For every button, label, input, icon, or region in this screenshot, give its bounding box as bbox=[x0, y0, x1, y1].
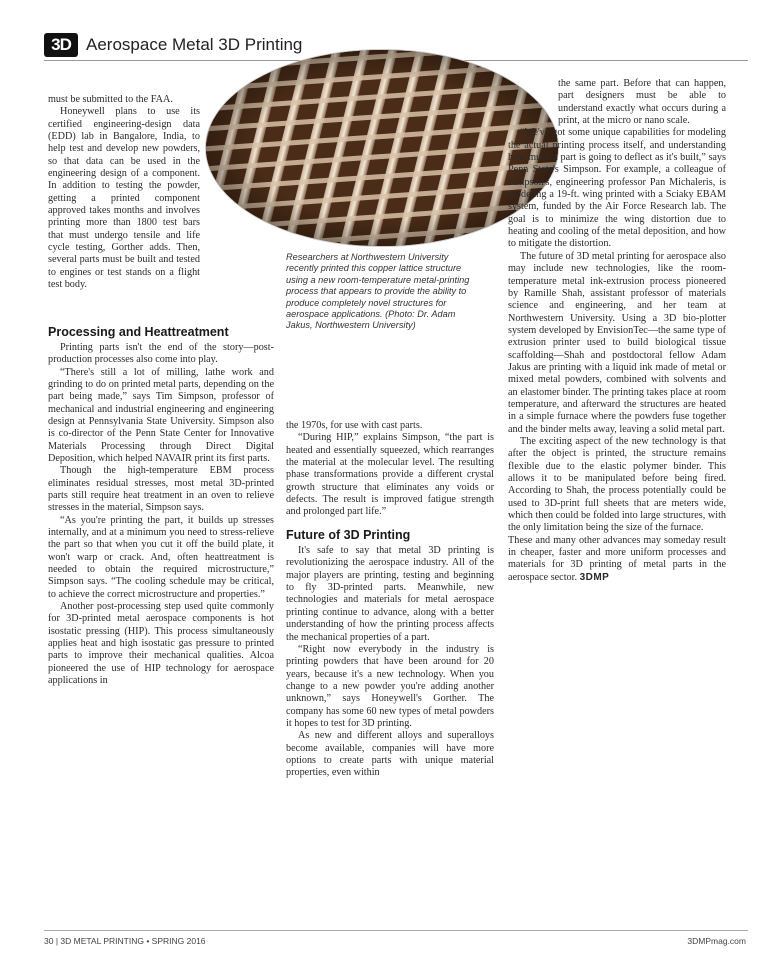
paragraph: the same part. Before that can happen, part designers must be able to understand exactly what occurs during a print, at the micro or nano scale. bbox=[558, 78, 726, 127]
paragraph: Honeywell plans to use its certified engineering-design data (EDD) lab in Bangalore, India, to help test and develop new powders, so that data can be used in the engineering design of a component. In addition to testing the powder, getting a printed component approved takes months and involves printing more than 1800 test bars that must undergo tensile and life cycle testing, Gorther adds. Then, several parts must be built and tested to engines or test stands on a flight test body. bbox=[48, 106, 200, 291]
article-column-1 bbox=[48, 94, 274, 687]
paragraph: The future of 3D metal printing for aerospace also may include new technologies, like the room-temperature metal ink-extrusion process pioneered by Ramille Shah, assistant professor of materials science and engineering, and her team at Northwestern University. Using a 3D bio-plotter system developed by EnvisionTec—the same type of extrusion printer used to build biological tissue scaffolding—Shah and postdoctoral fellow Adam Jakus are printing with a liquid ink made of metal or mixed metal powders, combined with solvents and an elastomer binder. The printing takes place at room temperature, and afterward the structures are heated in a simple furnace where the powders fuse together and the binder melts away, leaving a solid metal part. bbox=[508, 250, 726, 435]
paragraph: “Right now everybody in the industry is printing powders that have been around for 20 years, because it's a new technology. When you change to a new powder you're adding another unknown,” says Honeywell's Gorther. The company has some 60 new types of metal powders it hopes to test for 3D printing. bbox=[286, 643, 494, 729]
paragraph: These and many other advances may someday result in cheaper, faster and more uniform processes and materials for 3D printing of metal parts in the aerospace sector. bbox=[508, 534, 726, 583]
article-column-3 bbox=[508, 78, 726, 584]
subheading-processing: Processing and Heattreatment bbox=[48, 324, 229, 339]
paragraph: Printing parts isn't the end of the story—post-production processes also come into play. bbox=[48, 341, 274, 366]
paragraph: As new and different alloys and superalloys become available, companies will have more options to create parts with unique material properties, even within bbox=[286, 730, 494, 779]
website-url: 3DMPmag.com bbox=[687, 936, 746, 946]
paragraph: Another post-processing step used quite commonly for 3D-printed metal aerospace components is hot isostatic pressing (HIP). This process simultaneously applies heat and high isostatic gas pressure to printed parts to improve their mechanical qualities. Alcoa pioneered the use of HIP technology for aerospace applications in bbox=[48, 601, 274, 687]
article-column-2 bbox=[286, 420, 494, 780]
paragraph: It's safe to say that metal 3D printing is revolutionizing the aerospace industry. All of the major players are printing, testing and beginning to fly 3D-printed parts. Meanwhile, new technologies and materials for metal aerospace printing continue to advance, along with a better understanding of how the printing process affects the mechanical properties of a part. bbox=[286, 545, 494, 643]
section-title: Aerospace Metal 3D Printing bbox=[86, 35, 303, 54]
subheading-future: Future of 3D Printing bbox=[286, 527, 411, 542]
paragraph: “We've got some unique capabilities for modeling the actual printing process itself, and understanding how much a part is going to deflect as it's built,” says Penn State's Simpson. For example, a colleague of Simpson's, engineering professor Pan Michaleris, is modeling a 19-ft. wing printed with a Sciaky EBAM system, funded by the Air Force Research lab. The goal is to minimize the wing distortion due to heating and cooling of the metal deposition, and how to mitigate the distortion. bbox=[508, 127, 726, 250]
paragraph: the 1970s, for use with cast parts. bbox=[286, 420, 423, 431]
paragraph: “During HIP,” explains Simpson, “the part is heated and essentially squeezed, which rearranges the material at the molecular level. The resulting phase transformations provide a different crystal growth structure that eliminates any voids or defects. The result is improved fatigue strength and prolonged part life.” bbox=[286, 432, 494, 518]
folio-and-issue: 30 | 3D METAL PRINTING • SPRING 2016 bbox=[44, 936, 206, 946]
paragraph: must be submitted to the FAA. bbox=[48, 94, 173, 105]
paragraph: “There's still a lot of milling, lathe work and grinding to do on printed metal parts, depending on the part being made,” says Tim Simpson, professor of mechanical and industrial engineering and engineering design at Pennsylvania State University. Simpson also is co-director of the Penn State Center for Innovative Materials Processing through Direct Digital Deposition, which helped NAVAIR print its first parts. bbox=[48, 366, 274, 464]
paragraph: Though the high-temperature EBM process eliminates residual stresses, most metal 3D-printed parts still require heat treatment in an oven to relieve stresses in the material, Simpson says. bbox=[48, 465, 274, 514]
photo-caption: Researchers at Northwestern University recently printed this copper lattice structure using a new room-temperature metal-printing process that appears to provide the ability to produce completely novel structures for aerospace applications. (Photo: Dr. Adam Jakus, Northwestern University) bbox=[286, 252, 470, 331]
footer-rule bbox=[44, 930, 748, 931]
page-header bbox=[44, 32, 302, 58]
magazine-logo-badge: 3D bbox=[44, 33, 78, 57]
article-end-mark: 3DMP bbox=[579, 571, 610, 583]
paragraph: “As you're printing the part, it builds up stresses internally, and at a minimum you need to stress-relieve the part so that when you cut it off the build plate, it won't warp or crack. And, often heattreatment is needed to obtain the required microstructure,” Simpson says. “The cooling schedule may be critical, to achieve the correct microstructure and properties.” bbox=[48, 514, 274, 600]
paragraph: The exciting aspect of the new technology is that after the object is printed, the structure remains flexible due to the elastic polymer binder. This allows it to be manipulated before being fired. According to Shah, the process potentially could be used to 3D-print full sheets that are meters wide, which then could be folded into large structures, with the only limitation being the size of the furnace. bbox=[508, 435, 726, 534]
